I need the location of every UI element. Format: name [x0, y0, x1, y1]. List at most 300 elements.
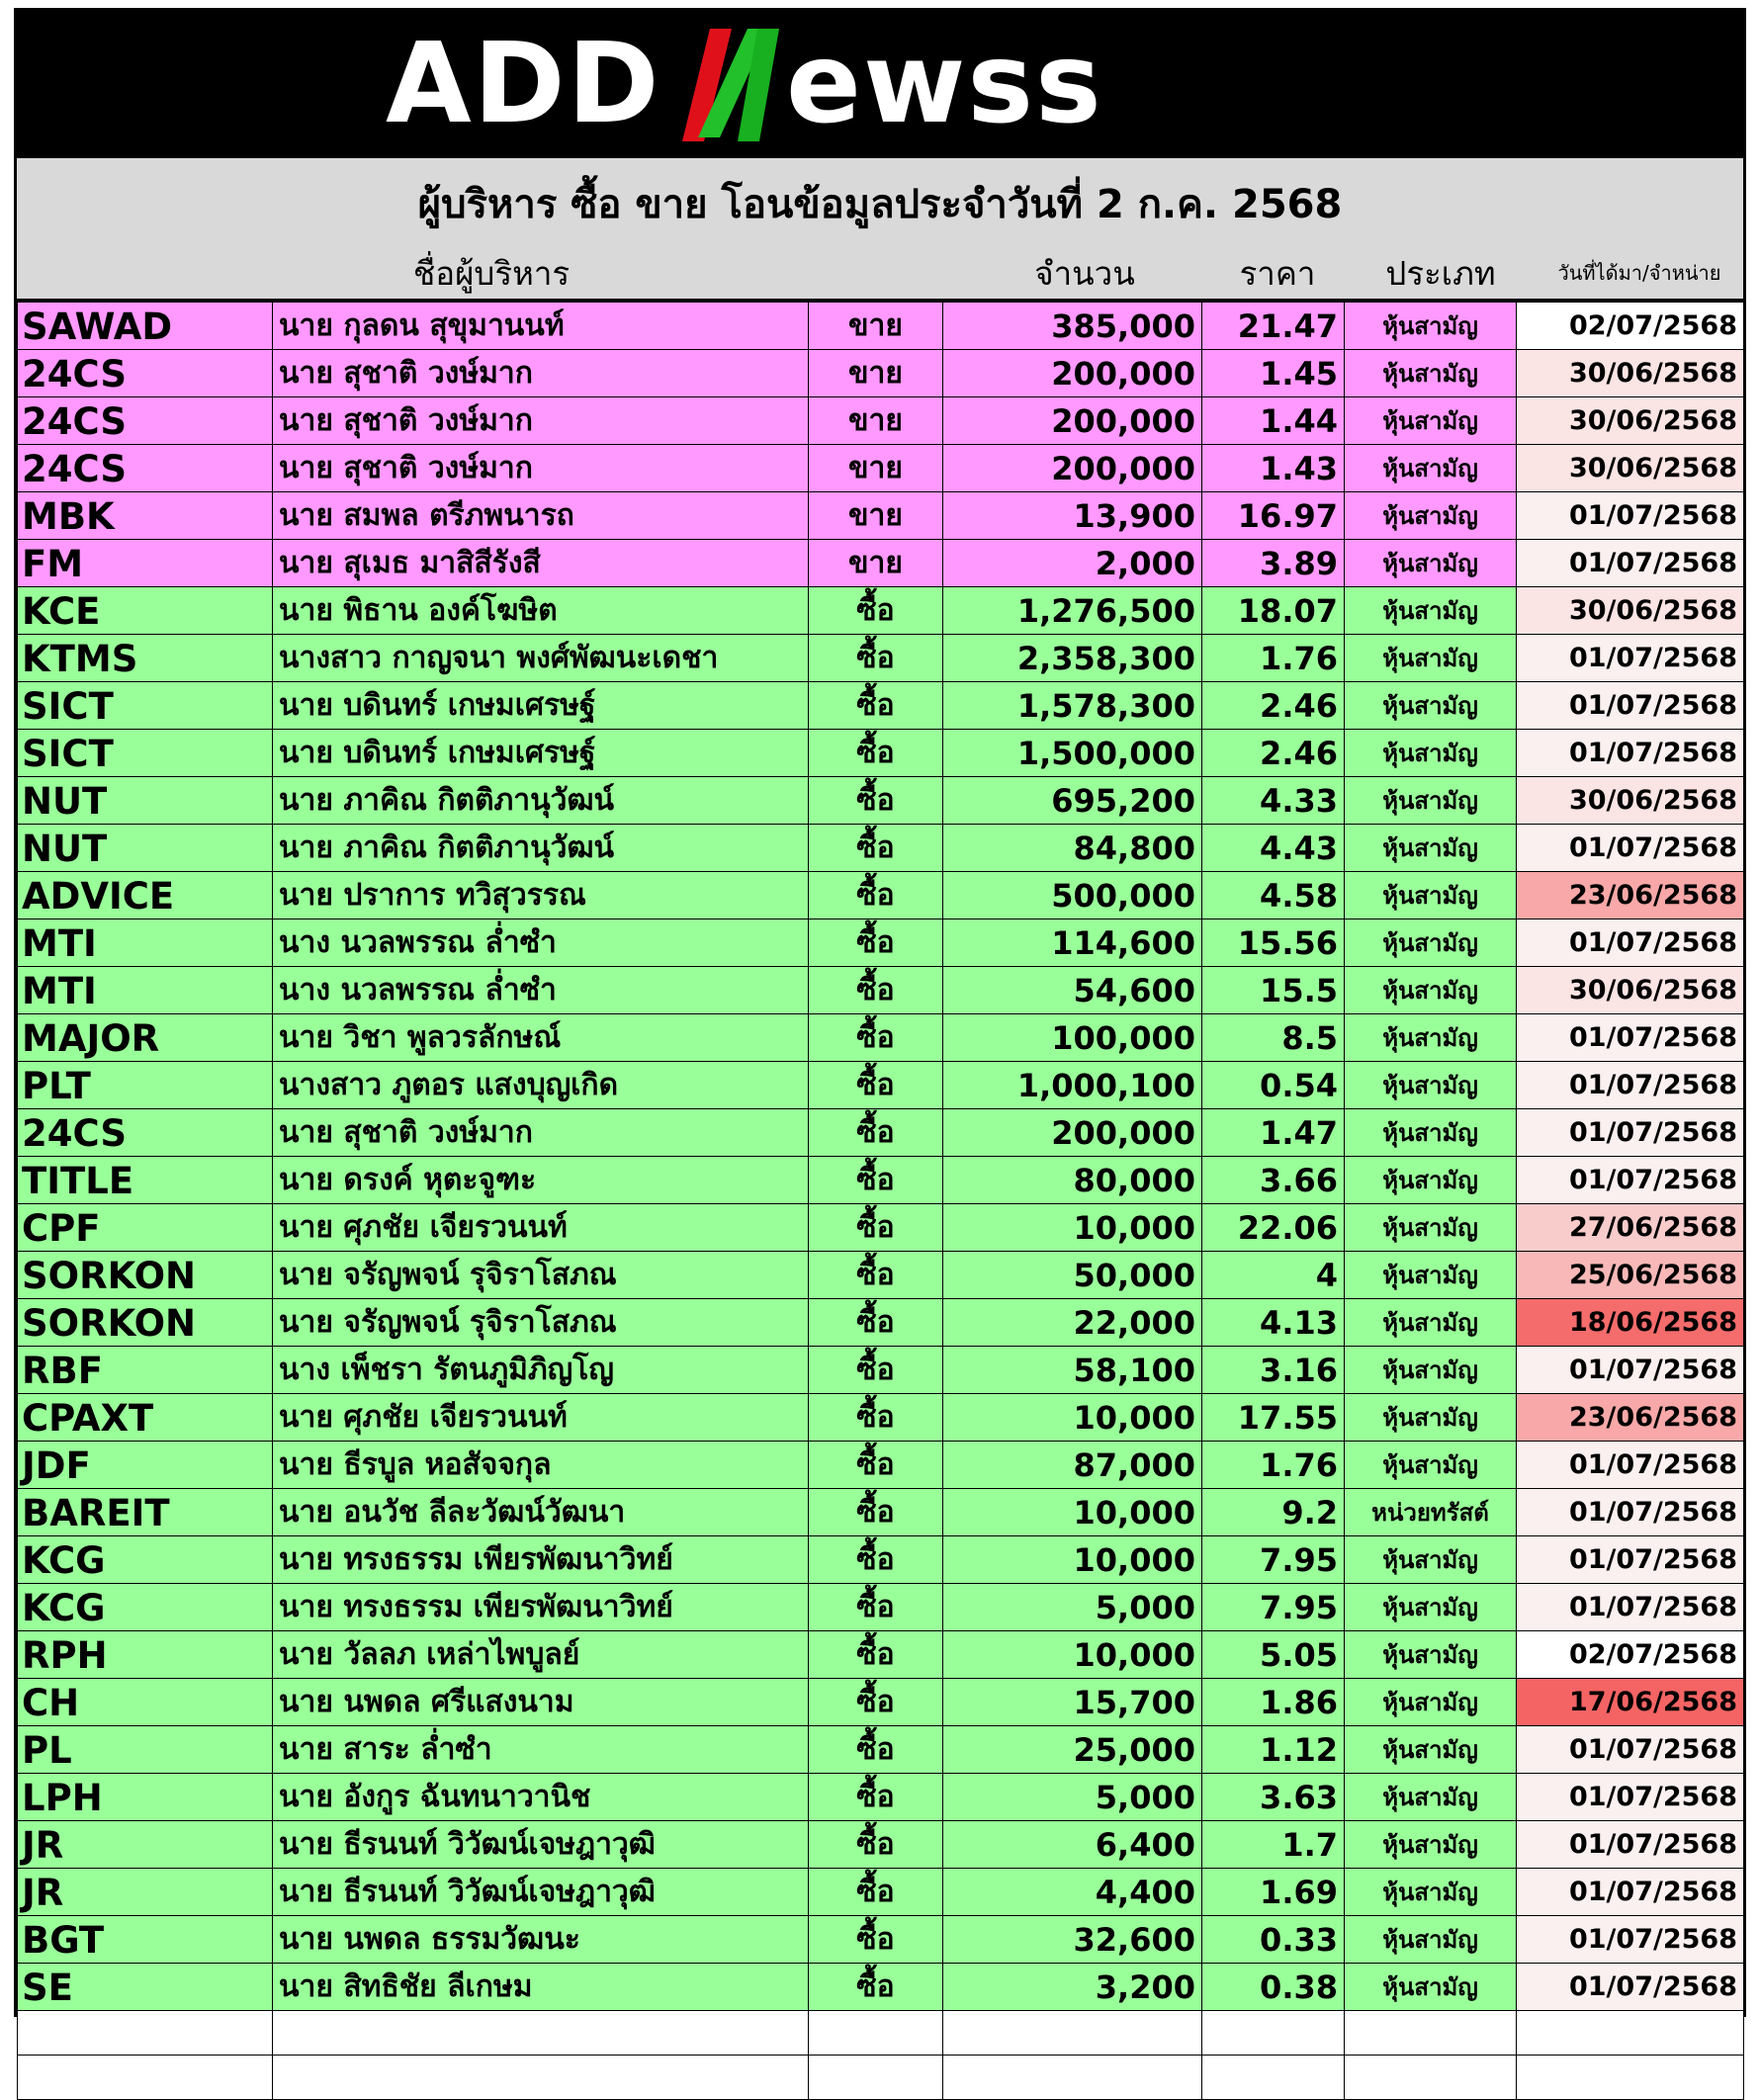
side-cell: ซื้อ [809, 1916, 943, 1964]
security-type-cell: หุ้นสามัญ [1345, 1442, 1517, 1489]
security-type-cell: หุ้นสามัญ [1345, 1774, 1517, 1821]
side-cell: ซื้อ [809, 1584, 943, 1631]
price-cell: 3.16 [1202, 1347, 1345, 1394]
symbol-cell: KCG [18, 1536, 273, 1584]
price-cell: 8.5 [1202, 1014, 1345, 1062]
price-cell: 15.56 [1202, 919, 1345, 967]
quantity-cell: 6,400 [943, 1821, 1202, 1869]
svg-text:ewss: ewss [786, 20, 1103, 148]
security-type-cell: หุ้นสามัญ [1345, 1157, 1517, 1204]
price-cell: 0.33 [1202, 1916, 1345, 1964]
executive-name-cell: นาย สุชาติ วงษ์มาก [273, 1109, 809, 1157]
date-cell: 01/07/2568 [1517, 1062, 1744, 1109]
side-cell: ซื้อ [809, 1442, 943, 1489]
symbol-cell: RPH [18, 1631, 273, 1679]
security-type-cell: หุ้นสามัญ [1345, 919, 1517, 967]
price-cell: 1.43 [1202, 445, 1345, 492]
side-cell: ซื้อ [809, 1774, 943, 1821]
executive-name-cell: นาย ธีรนนท์ วิวัฒน์เจษฎาวุฒิ [273, 1821, 809, 1869]
table-row [18, 1109, 1744, 1157]
empty-cell [1517, 2056, 1744, 2100]
side-cell: ซื้อ [809, 1347, 943, 1394]
empty-cell [1202, 2056, 1345, 2100]
date-cell: 25/06/2568 [1517, 1252, 1744, 1299]
symbol-cell: JR [18, 1869, 273, 1916]
quantity-cell: 58,100 [943, 1347, 1202, 1394]
table-row [18, 1347, 1744, 1394]
col-header-name: ชื่อผู้บริหาร [412, 254, 571, 293]
symbol-cell: 24CS [18, 1109, 273, 1157]
table-row [18, 1204, 1744, 1252]
security-type-cell: หุ้นสามัญ [1345, 1109, 1517, 1157]
executive-name-cell: นาย วัลลภ เหล่าไพบูลย์ [273, 1631, 809, 1679]
col-header-type: ประเภท [1385, 254, 1496, 293]
security-type-cell: หุ้นสามัญ [1345, 1204, 1517, 1252]
executive-name-cell: นาย จรัญพจน์ รุจิราโสภณ [273, 1252, 809, 1299]
price-cell: 2.46 [1202, 730, 1345, 777]
quantity-cell: 1,000,100 [943, 1062, 1202, 1109]
quantity-cell: 1,500,000 [943, 730, 1202, 777]
date-cell: 02/07/2568 [1517, 1631, 1744, 1679]
date-cell: 01/07/2568 [1517, 730, 1744, 777]
price-cell: 7.95 [1202, 1536, 1345, 1584]
symbol-cell: CPAXT [18, 1394, 273, 1442]
empty-cell [1345, 2011, 1517, 2056]
date-cell: 30/06/2568 [1517, 777, 1744, 825]
table-row [18, 587, 1744, 635]
date-cell: 01/07/2568 [1517, 540, 1744, 587]
empty-cell [943, 2011, 1202, 2056]
empty-row [18, 2011, 1744, 2056]
executive-name-cell: นาย สาระ ล่ำซำ [273, 1726, 809, 1774]
executive-name-cell: นาง นวลพรรณ ล่ำซำ [273, 919, 809, 967]
security-type-cell: หุ้นสามัญ [1345, 540, 1517, 587]
price-cell: 1.86 [1202, 1679, 1345, 1726]
table-row [18, 1869, 1744, 1916]
empty-cell [18, 2011, 273, 2056]
table-row [18, 1726, 1744, 1774]
quantity-cell: 13,900 [943, 492, 1202, 540]
empty-cell [1202, 2011, 1345, 2056]
quantity-cell: 25,000 [943, 1726, 1202, 1774]
executive-name-cell: นาย สุชาติ วงษ์มาก [273, 397, 809, 445]
date-cell: 30/06/2568 [1517, 445, 1744, 492]
security-type-cell: หุ้นสามัญ [1345, 635, 1517, 682]
price-cell: 3.63 [1202, 1774, 1345, 1821]
symbol-cell: PLT [18, 1062, 273, 1109]
date-cell: 01/07/2568 [1517, 1109, 1744, 1157]
date-cell: 01/07/2568 [1517, 1726, 1744, 1774]
side-cell: ขาย [809, 492, 943, 540]
quantity-cell: 50,000 [943, 1252, 1202, 1299]
date-cell: 30/06/2568 [1517, 587, 1744, 635]
date-cell: 02/07/2568 [1517, 303, 1744, 350]
date-cell: 01/07/2568 [1517, 1157, 1744, 1204]
security-type-cell: หุ้นสามัญ [1345, 1584, 1517, 1631]
side-cell: ซื้อ [809, 1014, 943, 1062]
symbol-cell: KTMS [18, 635, 273, 682]
report-frame [14, 8, 1746, 2017]
price-cell: 4 [1202, 1252, 1345, 1299]
quantity-cell: 2,358,300 [943, 635, 1202, 682]
symbol-cell: SORKON [18, 1252, 273, 1299]
table-row [18, 1489, 1744, 1536]
symbol-cell: LPH [18, 1774, 273, 1821]
quantity-cell: 1,276,500 [943, 587, 1202, 635]
date-cell: 17/06/2568 [1517, 1679, 1744, 1726]
symbol-cell: MTI [18, 919, 273, 967]
security-type-cell: หุ้นสามัญ [1345, 967, 1517, 1014]
security-type-cell: หุ้นสามัญ [1345, 1252, 1517, 1299]
executive-name-cell: นาง นวลพรรณ ล่ำซำ [273, 967, 809, 1014]
symbol-cell: CPF [18, 1204, 273, 1252]
quantity-cell: 32,600 [943, 1916, 1202, 1964]
price-cell: 4.43 [1202, 825, 1345, 872]
price-cell: 7.95 [1202, 1584, 1345, 1631]
price-cell: 4.13 [1202, 1299, 1345, 1347]
table-row [18, 919, 1744, 967]
symbol-cell: 24CS [18, 350, 273, 397]
symbol-cell: ADVICE [18, 872, 273, 919]
executive-name-cell: นาย สุชาติ วงษ์มาก [273, 350, 809, 397]
side-cell: ซื้อ [809, 1062, 943, 1109]
price-cell: 3.66 [1202, 1157, 1345, 1204]
quantity-cell: 695,200 [943, 777, 1202, 825]
side-cell: ซื้อ [809, 682, 943, 730]
date-cell: 23/06/2568 [1517, 1394, 1744, 1442]
quantity-cell: 4,400 [943, 1869, 1202, 1916]
quantity-cell: 54,600 [943, 967, 1202, 1014]
date-cell: 01/07/2568 [1517, 1964, 1744, 2011]
quantity-cell: 500,000 [943, 872, 1202, 919]
side-cell: ซื้อ [809, 1204, 943, 1252]
symbol-cell: SICT [18, 730, 273, 777]
quantity-cell: 10,000 [943, 1204, 1202, 1252]
security-type-cell: หุ้นสามัญ [1345, 1347, 1517, 1394]
date-cell: 01/07/2568 [1517, 682, 1744, 730]
table-row [18, 492, 1744, 540]
executive-name-cell: นาย นพดล ศรีแสงนาม [273, 1679, 809, 1726]
symbol-cell: BGT [18, 1916, 273, 1964]
date-cell: 01/07/2568 [1517, 492, 1744, 540]
date-cell: 01/07/2568 [1517, 1442, 1744, 1489]
security-type-cell: หุ้นสามัญ [1345, 730, 1517, 777]
executive-name-cell: นาย ทรงธรรม เพียรพัฒนาวิทย์ [273, 1536, 809, 1584]
date-cell: 23/06/2568 [1517, 872, 1744, 919]
table-row [18, 872, 1744, 919]
price-cell: 4.33 [1202, 777, 1345, 825]
price-cell: 5.05 [1202, 1631, 1345, 1679]
quantity-cell: 87,000 [943, 1442, 1202, 1489]
security-type-cell: หุ้นสามัญ [1345, 397, 1517, 445]
quantity-cell: 22,000 [943, 1299, 1202, 1347]
quantity-cell: 200,000 [943, 397, 1202, 445]
date-cell: 01/07/2568 [1517, 1774, 1744, 1821]
table-row [18, 445, 1744, 492]
table-row [18, 1062, 1744, 1109]
side-cell: ซื้อ [809, 1869, 943, 1916]
table-row [18, 635, 1744, 682]
quantity-cell: 10,000 [943, 1394, 1202, 1442]
security-type-cell: หุ้นสามัญ [1345, 777, 1517, 825]
table-row [18, 1916, 1744, 1964]
side-cell: ซื้อ [809, 1157, 943, 1204]
table-row [18, 1014, 1744, 1062]
symbol-cell: SICT [18, 682, 273, 730]
executive-name-cell: นาย ศุภชัย เจียรวนนท์ [273, 1394, 809, 1442]
svg-text:ADD: ADD [386, 20, 661, 148]
date-cell: 01/07/2568 [1517, 1869, 1744, 1916]
executive-name-cell: นาย บดินทร์ เกษมเศรษฐ์ [273, 682, 809, 730]
date-cell: 01/07/2568 [1517, 919, 1744, 967]
quantity-cell: 200,000 [943, 445, 1202, 492]
executive-name-cell: นาย ดรงค์ หุตะจูฑะ [273, 1157, 809, 1204]
table-row [18, 777, 1744, 825]
side-cell: ซื้อ [809, 777, 943, 825]
executive-name-cell: นาย ธีรนนท์ วิวัฒน์เจษฎาวุฒิ [273, 1869, 809, 1916]
table-row [18, 1821, 1744, 1869]
symbol-cell: JDF [18, 1442, 273, 1489]
table-row [18, 1394, 1744, 1442]
symbol-cell: NUT [18, 777, 273, 825]
executive-name-cell: นาย นพดล ธรรมวัฒนะ [273, 1916, 809, 1964]
price-cell: 2.46 [1202, 682, 1345, 730]
executive-name-cell: นาย สมพล ตรีภพนารถ [273, 492, 809, 540]
executive-name-cell: นาย ทรงธรรม เพียรพัฒนาวิทย์ [273, 1584, 809, 1631]
executive-name-cell: นางสาว ภูตอร แสงบุญเกิด [273, 1062, 809, 1109]
symbol-cell: NUT [18, 825, 273, 872]
executive-name-cell: นาย สุเมธ มาสิสีรังสี [273, 540, 809, 587]
trades-table [17, 302, 1744, 2100]
price-cell: 22.06 [1202, 1204, 1345, 1252]
price-cell: 1.44 [1202, 397, 1345, 445]
quantity-cell: 100,000 [943, 1014, 1202, 1062]
executive-name-cell: นาย ปราการ ทวิสุวรรณ [273, 872, 809, 919]
date-cell: 01/07/2568 [1517, 825, 1744, 872]
addnewss-logo [386, 11, 1374, 155]
empty-cell [273, 2011, 809, 2056]
security-type-cell: หุ้นสามัญ [1345, 1014, 1517, 1062]
empty-row [18, 2056, 1744, 2100]
table-row [18, 1631, 1744, 1679]
security-type-cell: หุ้นสามัญ [1345, 303, 1517, 350]
date-cell: 30/06/2568 [1517, 350, 1744, 397]
price-cell: 4.58 [1202, 872, 1345, 919]
empty-cell [943, 2056, 1202, 2100]
symbol-cell: PL [18, 1726, 273, 1774]
empty-cell [1345, 2056, 1517, 2100]
symbol-cell: FM [18, 540, 273, 587]
empty-cell [809, 2056, 943, 2100]
table-row [18, 1157, 1744, 1204]
side-cell: ขาย [809, 540, 943, 587]
side-cell: ซื้อ [809, 587, 943, 635]
side-cell: ซื้อ [809, 1252, 943, 1299]
quantity-cell: 5,000 [943, 1584, 1202, 1631]
side-cell: ซื้อ [809, 1536, 943, 1584]
executive-name-cell: นาย ภาคิณ กิตติภานุวัฒน์ [273, 825, 809, 872]
executive-name-cell: นาย ภาคิณ กิตติภานุวัฒน์ [273, 777, 809, 825]
quantity-cell: 10,000 [943, 1489, 1202, 1536]
security-type-cell: หุ้นสามัญ [1345, 1726, 1517, 1774]
date-cell: 01/07/2568 [1517, 1821, 1744, 1869]
executive-name-cell: นาง เพ็ชรา รัตนภูมิภิญโญ [273, 1347, 809, 1394]
price-cell: 1.7 [1202, 1821, 1345, 1869]
price-cell: 3.89 [1202, 540, 1345, 587]
table-row [18, 1252, 1744, 1299]
security-type-cell: หุ้นสามัญ [1345, 1536, 1517, 1584]
table-row [18, 1536, 1744, 1584]
date-cell: 01/07/2568 [1517, 1347, 1744, 1394]
quantity-cell: 84,800 [943, 825, 1202, 872]
table-row [18, 540, 1744, 587]
quantity-cell: 10,000 [943, 1536, 1202, 1584]
price-cell: 9.2 [1202, 1489, 1345, 1536]
security-type-cell: หุ้นสามัญ [1345, 587, 1517, 635]
executive-name-cell: นาย สิทธิชัย ลีเกษม [273, 1964, 809, 2011]
side-cell: ขาย [809, 397, 943, 445]
side-cell: ซื้อ [809, 825, 943, 872]
table-row [18, 303, 1744, 350]
symbol-cell: CH [18, 1679, 273, 1726]
date-cell: 27/06/2568 [1517, 1204, 1744, 1252]
price-cell: 0.54 [1202, 1062, 1345, 1109]
symbol-cell: KCE [18, 587, 273, 635]
symbol-cell: BAREIT [18, 1489, 273, 1536]
security-type-cell: หุ้นสามัญ [1345, 1394, 1517, 1442]
executive-name-cell: นาย สุชาติ วงษ์มาก [273, 445, 809, 492]
empty-cell [1517, 2011, 1744, 2056]
security-type-cell: หุ้นสามัญ [1345, 1916, 1517, 1964]
side-cell: ซื้อ [809, 1109, 943, 1157]
empty-cell [273, 2056, 809, 2100]
side-cell: ซื้อ [809, 967, 943, 1014]
symbol-cell: MTI [18, 967, 273, 1014]
side-cell: ซื้อ [809, 872, 943, 919]
table-row [18, 967, 1744, 1014]
side-cell: ขาย [809, 350, 943, 397]
price-cell: 1.47 [1202, 1109, 1345, 1157]
report-title: ผู้บริหาร ซื้อ ขาย โอนข้อมูลประจำวันที่ 2 ก.ค. 2568 [417, 182, 1343, 227]
symbol-cell: JR [18, 1821, 273, 1869]
table-row [18, 825, 1744, 872]
price-cell: 21.47 [1202, 303, 1345, 350]
security-type-cell: หุ้นสามัญ [1345, 1631, 1517, 1679]
quantity-cell: 200,000 [943, 1109, 1202, 1157]
table-row [18, 1964, 1744, 2011]
symbol-cell: MAJOR [18, 1014, 273, 1062]
empty-cell [809, 2011, 943, 2056]
date-cell: 18/06/2568 [1517, 1299, 1744, 1347]
col-header-date: วันที่ได้มา/จำหน่าย [1557, 261, 1721, 285]
price-cell: 1.76 [1202, 635, 1345, 682]
executive-name-cell: นาย พิธาน องค์โฆษิต [273, 587, 809, 635]
price-cell: 16.97 [1202, 492, 1345, 540]
quantity-cell: 5,000 [943, 1774, 1202, 1821]
side-cell: ซื้อ [809, 1726, 943, 1774]
security-type-cell: หน่วยทรัสต์ [1345, 1489, 1517, 1536]
symbol-cell: SE [18, 1964, 273, 2011]
security-type-cell: หุ้นสามัญ [1345, 1299, 1517, 1347]
table-row [18, 397, 1744, 445]
side-cell: ซื้อ [809, 1489, 943, 1536]
date-cell: 01/07/2568 [1517, 1489, 1744, 1536]
executive-name-cell: นาย วิชา พูลวรลักษณ์ [273, 1014, 809, 1062]
side-cell: ซื้อ [809, 1631, 943, 1679]
executive-name-cell: นาย อนวัช ลีละวัฒน์วัฒนา [273, 1489, 809, 1536]
price-cell: 17.55 [1202, 1394, 1345, 1442]
security-type-cell: หุ้นสามัญ [1345, 1821, 1517, 1869]
symbol-cell: SAWAD [18, 303, 273, 350]
quantity-cell: 1,578,300 [943, 682, 1202, 730]
table-row [18, 1679, 1744, 1726]
date-cell: 01/07/2568 [1517, 1536, 1744, 1584]
executive-name-cell: นาย ธีรบูล หอสัจจกุล [273, 1442, 809, 1489]
date-cell: 30/06/2568 [1517, 397, 1744, 445]
price-cell: 0.38 [1202, 1964, 1345, 2011]
executive-name-cell: นาย บดินทร์ เกษมเศรษฐ์ [273, 730, 809, 777]
quantity-cell: 114,600 [943, 919, 1202, 967]
side-cell: ขาย [809, 303, 943, 350]
security-type-cell: หุ้นสามัญ [1345, 445, 1517, 492]
security-type-cell: หุ้นสามัญ [1345, 1679, 1517, 1726]
price-cell: 1.76 [1202, 1442, 1345, 1489]
side-cell: ซื้อ [809, 730, 943, 777]
security-type-cell: หุ้นสามัญ [1345, 682, 1517, 730]
side-cell: ซื้อ [809, 635, 943, 682]
date-cell: 01/07/2568 [1517, 1014, 1744, 1062]
side-cell: ซื้อ [809, 919, 943, 967]
security-type-cell: หุ้นสามัญ [1345, 1062, 1517, 1109]
table-row [18, 350, 1744, 397]
table-row [18, 1442, 1744, 1489]
side-cell: ซื้อ [809, 1394, 943, 1442]
executive-name-cell: นาย อังกูร ฉันทนาวานิช [273, 1774, 809, 1821]
symbol-cell: SORKON [18, 1299, 273, 1347]
brand-banner [17, 11, 1743, 155]
symbol-cell: RBF [18, 1347, 273, 1394]
side-cell: ซื้อ [809, 1821, 943, 1869]
price-cell: 1.12 [1202, 1726, 1345, 1774]
security-type-cell: หุ้นสามัญ [1345, 350, 1517, 397]
side-cell: ซื้อ [809, 1679, 943, 1726]
quantity-cell: 3,200 [943, 1964, 1202, 2011]
col-header-qty: จำนวน [1034, 254, 1135, 293]
security-type-cell: หุ้นสามัญ [1345, 872, 1517, 919]
table-row [18, 730, 1744, 777]
table-row [18, 1584, 1744, 1631]
executive-name-cell: นาย ศุภชัย เจียรวนนท์ [273, 1204, 809, 1252]
table-row [18, 1299, 1744, 1347]
security-type-cell: หุ้นสามัญ [1345, 492, 1517, 540]
quantity-cell: 2,000 [943, 540, 1202, 587]
date-cell: 30/06/2568 [1517, 967, 1744, 1014]
quantity-cell: 10,000 [943, 1631, 1202, 1679]
empty-cell [18, 2056, 273, 2100]
executive-name-cell: นาย จรัญพจน์ รุจิราโสภณ [273, 1299, 809, 1347]
quantity-cell: 15,700 [943, 1679, 1202, 1726]
side-cell: ซื้อ [809, 1964, 943, 2011]
table-header [17, 155, 1743, 302]
price-cell: 18.07 [1202, 587, 1345, 635]
symbol-cell: 24CS [18, 445, 273, 492]
symbol-cell: KCG [18, 1584, 273, 1631]
price-cell: 1.45 [1202, 350, 1345, 397]
price-cell: 1.69 [1202, 1869, 1345, 1916]
table-row [18, 682, 1744, 730]
executive-name-cell: นางสาว กาญจนา พงศ์พัฒนะเดชา [273, 635, 809, 682]
date-cell: 01/07/2568 [1517, 635, 1744, 682]
